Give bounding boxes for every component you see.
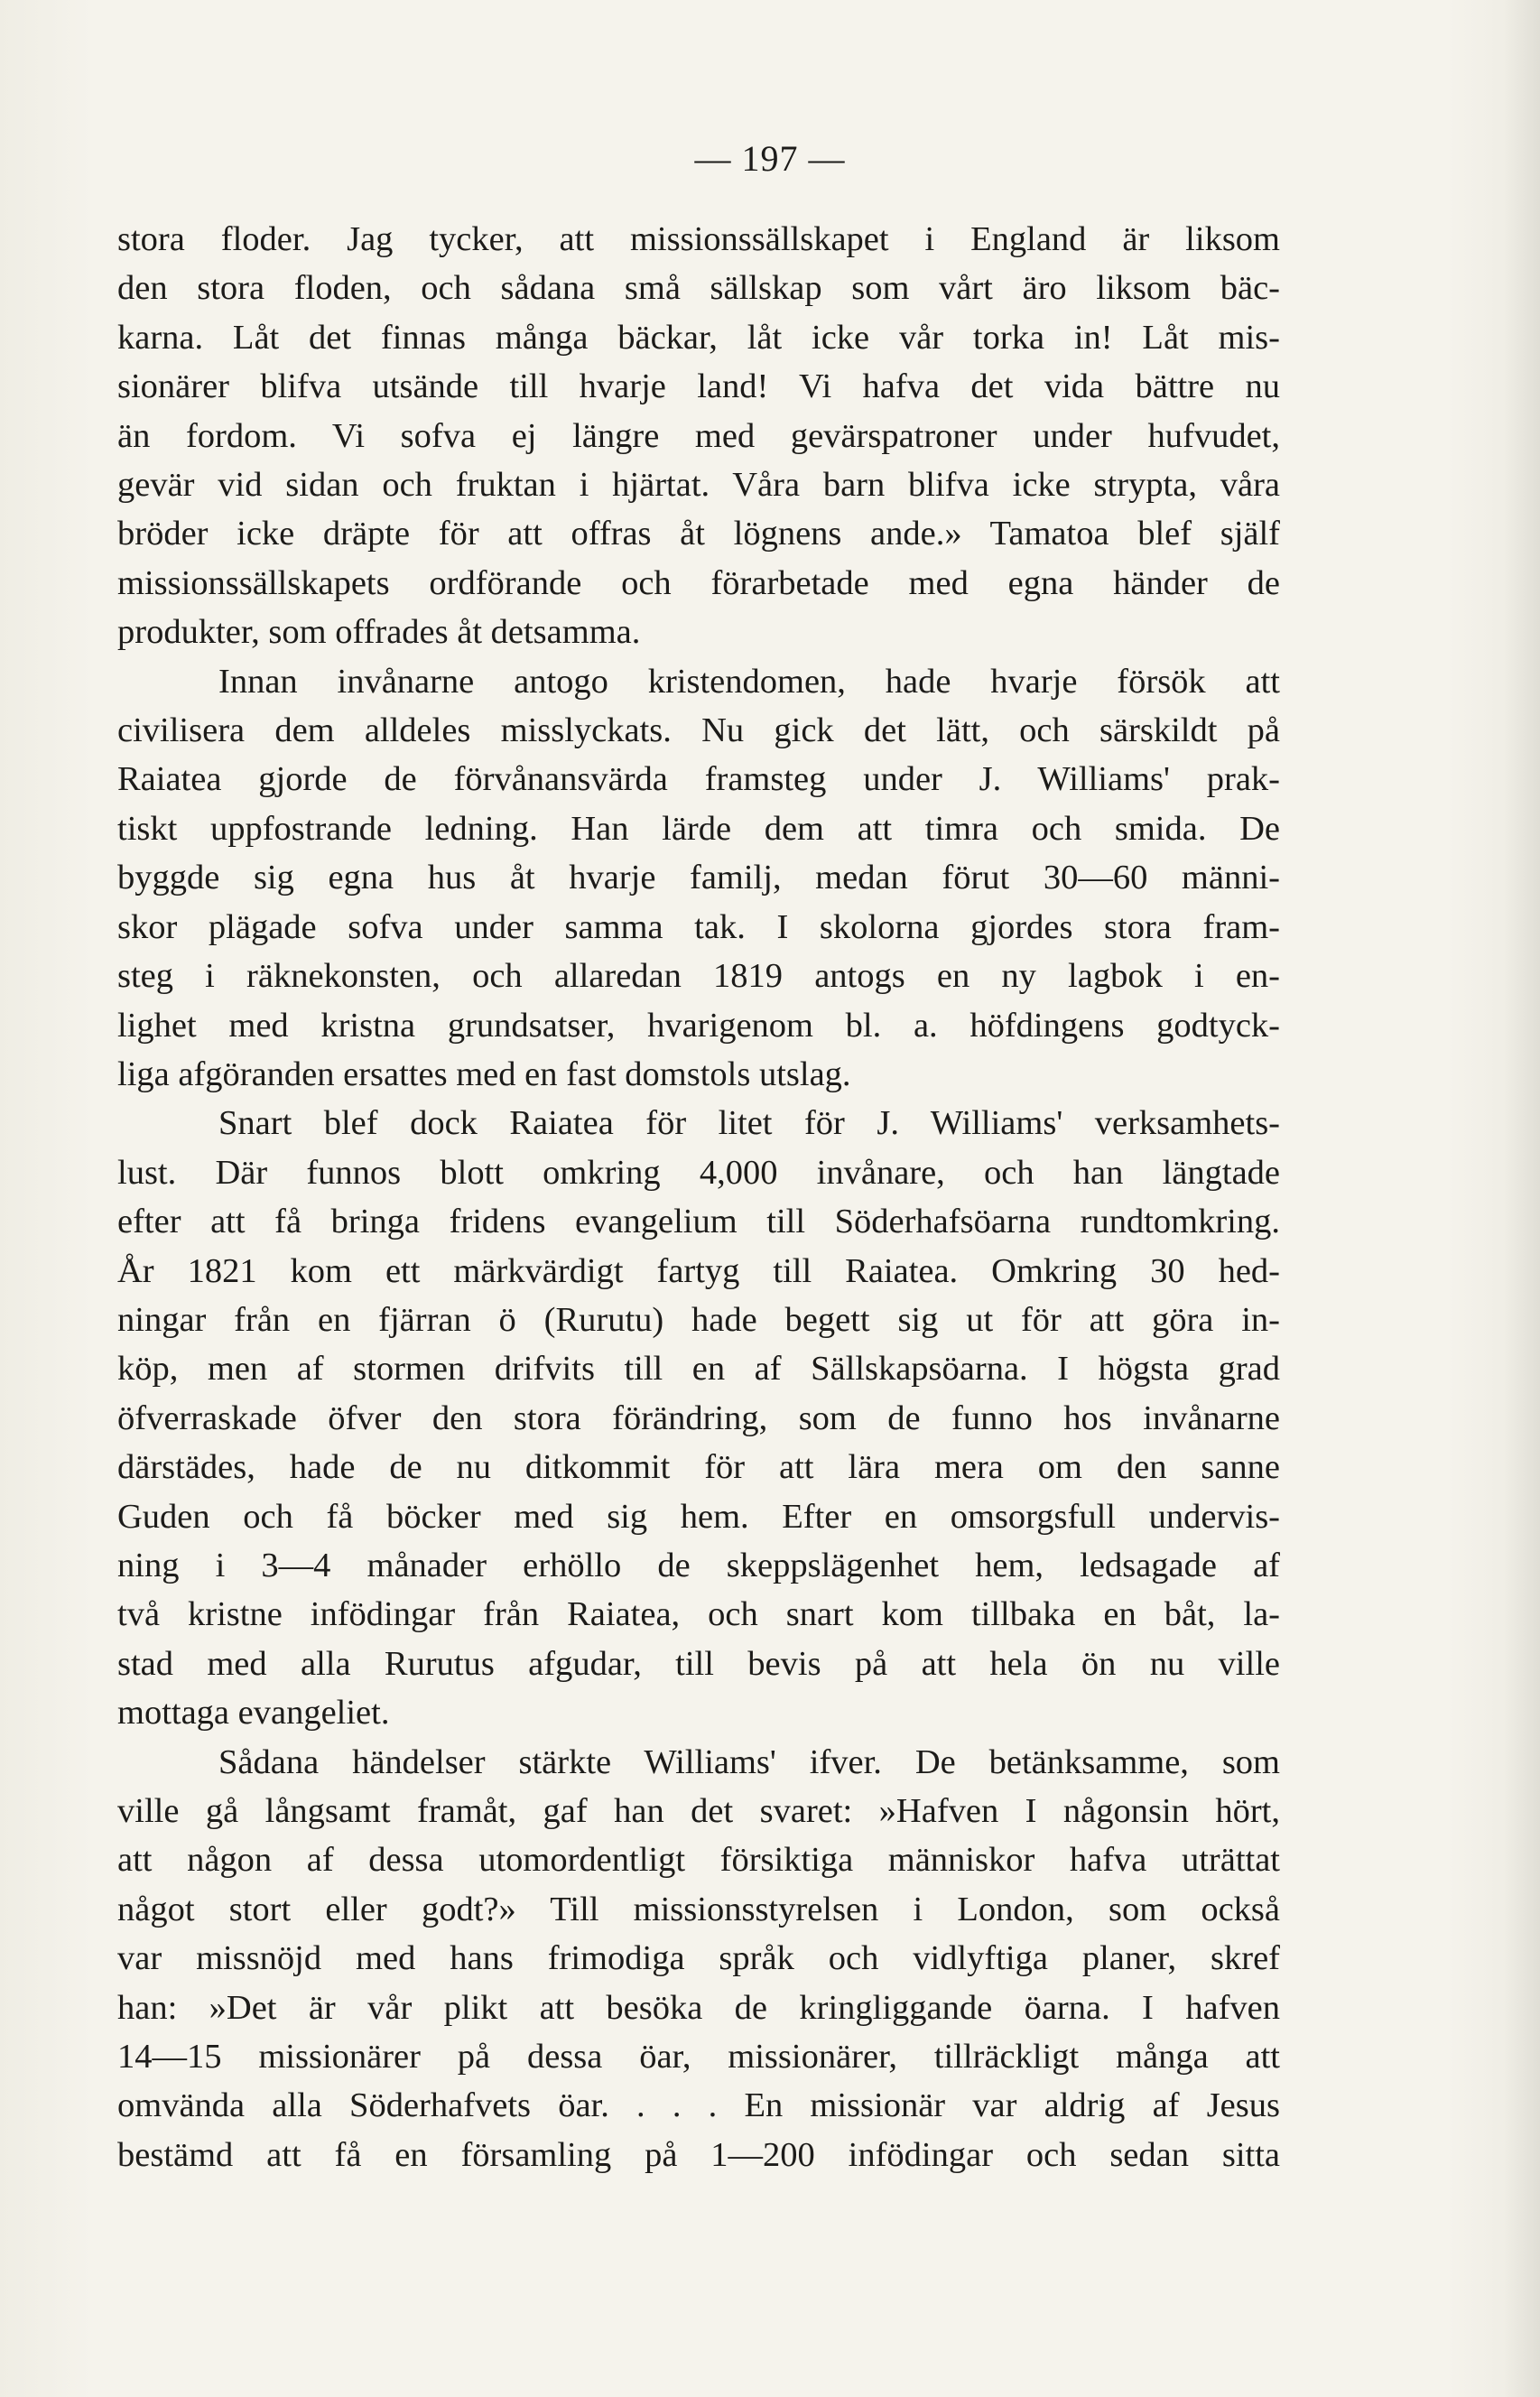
text-line: bröder icke dräpte för att offras åt lögnens ande.» Tamatoa blef själf [117,515,1280,553]
text-line: Snart blef dock Raiatea för litet för J. Williams' verksamhets- [218,1104,1280,1143]
text-line: något stort eller godt?» Till missionsstyrelsen i London, som också [117,1890,1280,1928]
text-line: han: »Det är vår plikt att besöka de kringliggande öarna. I hafven [117,1988,1280,2027]
text-line: var missnöjd med hans frimodiga språk och vidlyftiga planer, skref [117,1939,1280,1978]
text-line: mottaga evangeliet. [117,1694,390,1733]
text-line: gevär vid sidan och fruktan i hjärtat. Våra barn blifva icke strypta, våra [117,466,1280,505]
text-line: År 1821 kom ett märkvärdigt fartyg till Raiatea. Omkring 30 hed- [117,1251,1280,1290]
text-line: bestämd att få en församling på 1—200 infödingar och sedan sitta [117,2135,1280,2174]
text-line: stad med alla Rurutus afgudar, till bevis på att hela ön nu ville [117,1644,1280,1683]
text-line: köp, men af stormen drifvits till en af Sällskapsöarna. I högsta grad [117,1350,1280,1389]
text-line: än fordom. Vi sofva ej längre med gevärspatroner under hufvudet, [117,416,1280,455]
page-edge-shadow [1504,0,1540,2397]
text-line: därstädes, hade de nu ditkommit för att lära mera om den sanne [117,1448,1280,1487]
text-line: missionssällskapets ordförande och förarbetade med egna händer de [117,563,1280,602]
text-line: Guden och få böcker med sig hem. Efter en omsorgsfull undervis- [117,1497,1280,1536]
text-line: civilisera dem alldeles misslyckats. Nu gick det lätt, och särskildt på [117,711,1280,750]
text-line: den stora floden, och sådana små sällskap som vårt äro liksom bäc- [117,269,1280,308]
body-text [117,215,1280,2179]
text-line: skor plägade sofva under samma tak. I skolorna gjordes stora fram- [117,907,1280,946]
text-line: omvända alla Söderhafvets öar. . . . En missionär var aldrig af Jesus [117,2086,1280,2125]
text-line: 14—15 missionärer på dessa öar, missionärer, tillräckligt många att [117,2038,1280,2076]
text-line: steg i räknekonsten, och allaredan 1819 antogs en ny lagbok i en- [117,957,1280,996]
text-line: sionärer blifva utsände till hvarje land! Vi hafva det vida bättre nu [117,367,1280,406]
text-line: öfverraskade öfver den stora förändring, som de funno hos invånarne [117,1398,1280,1437]
text-line: ville gå långsamt framåt, gaf han det svaret: »Hafven I någonsin hört, [117,1792,1280,1830]
text-line: stora floder. Jag tycker, att missionssällskapet i England är liksom [117,220,1280,258]
text-line: byggde sig egna hus åt hvarje familj, medan förut 30—60 männi- [117,859,1280,897]
text-line: ning i 3—4 månader erhöllo de skeppslägenhet hem, ledsagade af [117,1546,1280,1584]
page-number: — 197 — [694,138,846,179]
text-line: två kristne infödingar från Raiatea, och snart kom tillbaka en båt, la- [117,1595,1280,1634]
text-line: Raiatea gjorde de förvånansvärda framsteg under J. Williams' prak- [117,760,1280,799]
text-line: att någon af dessa utomordentligt försiktiga människor hafva uträttat [117,1841,1280,1880]
text-line: karna. Låt det finnas många bäckar, låt icke vår torka in! Låt mis- [117,318,1280,357]
text-line: produkter, som offrades åt detsamma. [117,613,641,652]
text-line: lighet med kristna grundsatser, hvarigenom bl. a. höfdingens godtyck- [117,1006,1280,1045]
text-line: ningar från en fjärran ö (Rurutu) hade begett sig ut för att göra in- [117,1300,1280,1339]
text-line: lust. Där funnos blott omkring 4,000 invånare, och han längtade [117,1153,1280,1192]
text-line: Sådana händelser stärkte Williams' ifver. De betänksamme, som [218,1742,1280,1781]
text-line: tiskt uppfostrande ledning. Han lärde dem att timra och smida. De [117,809,1280,848]
text-line: liga afgöranden ersattes med en fast domstols utslag. [117,1054,851,1093]
text-line: efter att få bringa fridens evangelium till Söderhafsöarna rundtomkring. [117,1203,1280,1241]
text-line: Innan invånarne antogo kristendomen, hade hvarje försök att [218,662,1280,701]
